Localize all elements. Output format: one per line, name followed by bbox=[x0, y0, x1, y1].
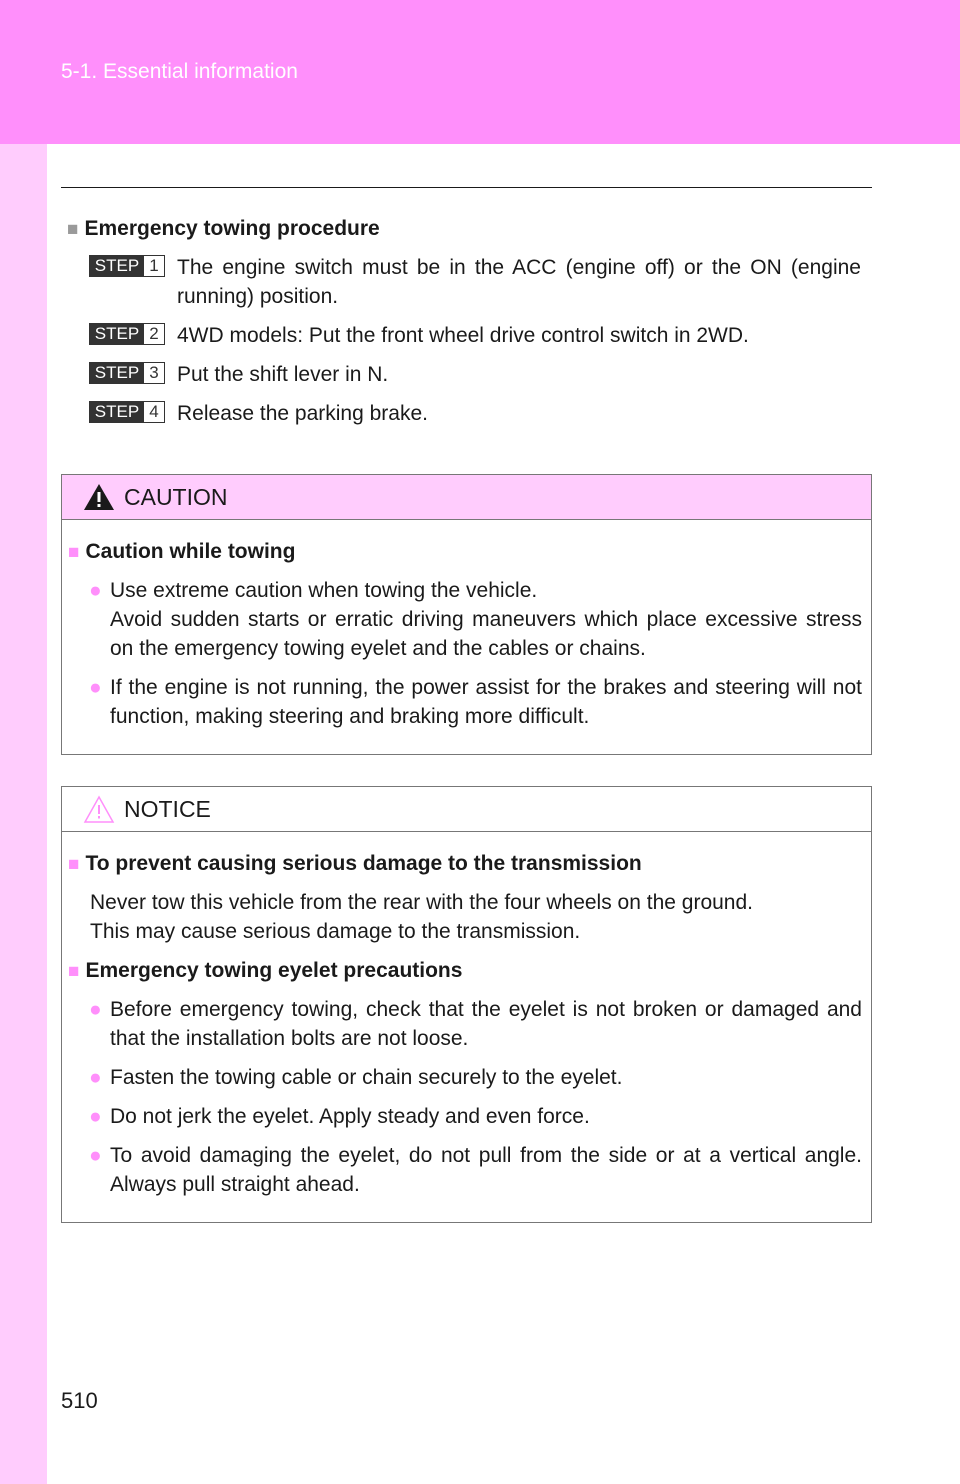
page-header bbox=[0, 0, 960, 144]
step-2 bbox=[89, 321, 861, 350]
step-badge-label: STEP bbox=[90, 402, 144, 422]
warning-triangle-outline-icon bbox=[82, 794, 116, 824]
circle-bullet-icon: ● bbox=[89, 1066, 102, 1089]
square-bullet-icon: ■ bbox=[68, 854, 80, 875]
warning-triangle-filled-icon bbox=[82, 482, 116, 512]
caution-header bbox=[62, 475, 871, 520]
step-text: 4WD models: Put the front wheel drive control switch in 2WD. bbox=[177, 324, 749, 347]
page-number: 510 bbox=[61, 1388, 98, 1413]
step-badge-number: 2 bbox=[144, 324, 164, 344]
caution-heading-text: Caution while towing bbox=[85, 540, 296, 563]
bullet-text: Use extreme caution when towing the vehicle. bbox=[110, 579, 538, 602]
bullet-text: To avoid damaging the eyelet, do not pull from the side or at a vertical angle. Always pull straight ahead. bbox=[110, 1144, 862, 1196]
square-bullet-icon: ■ bbox=[68, 542, 80, 563]
caution-title: CAUTION bbox=[124, 484, 228, 510]
circle-bullet-icon: ● bbox=[89, 1105, 102, 1128]
circle-bullet-icon: ● bbox=[89, 998, 102, 1021]
notice-box bbox=[61, 786, 872, 1223]
caution-box bbox=[61, 474, 872, 755]
notice-heading-text: Emergency towing eyelet precautions bbox=[85, 959, 463, 982]
caution-bullet-2 bbox=[89, 673, 862, 731]
notice-bullet-2 bbox=[89, 1063, 862, 1092]
step-1 bbox=[89, 253, 861, 311]
step-badge-number: 3 bbox=[144, 363, 164, 383]
step-3 bbox=[89, 360, 861, 389]
step-badge bbox=[89, 362, 165, 384]
circle-bullet-icon: ● bbox=[89, 579, 102, 602]
horizontal-rule bbox=[61, 187, 872, 188]
paragraph-line: Never tow this vehicle from the rear with the four wheels on the ground. bbox=[90, 891, 753, 914]
notice-bullet-1 bbox=[89, 995, 862, 1053]
paragraph-line: This may cause serious damage to the transmission. bbox=[90, 920, 581, 943]
step-badge bbox=[89, 323, 165, 345]
procedure-heading bbox=[67, 217, 380, 241]
notice-heading-text: To prevent causing serious damage to the transmission bbox=[85, 852, 642, 875]
step-badge-label: STEP bbox=[90, 363, 144, 383]
step-badge bbox=[89, 401, 165, 423]
square-bullet-icon: ■ bbox=[68, 961, 80, 982]
page-side-strip bbox=[0, 144, 47, 1484]
caution-heading bbox=[68, 540, 295, 564]
caution-bullet-1 bbox=[89, 576, 862, 663]
notice-paragraph bbox=[90, 888, 862, 946]
notice-heading-1 bbox=[68, 852, 642, 876]
step-badge-label: STEP bbox=[90, 324, 144, 344]
bullet-text: Do not jerk the eyelet. Apply steady and even force. bbox=[110, 1105, 590, 1128]
notice-header bbox=[62, 787, 871, 832]
notice-bullet-3 bbox=[89, 1102, 862, 1131]
step-text: Put the shift lever in N. bbox=[177, 363, 389, 386]
circle-bullet-icon: ● bbox=[89, 1144, 102, 1167]
bullet-text: Before emergency towing, check that the eyelet is not broken or damaged and that the installation bolts are not loose. bbox=[110, 998, 862, 1050]
notice-bullet-4 bbox=[89, 1141, 862, 1199]
step-badge-number: 4 bbox=[144, 402, 164, 422]
notice-heading-2 bbox=[68, 959, 462, 983]
step-4 bbox=[89, 399, 861, 428]
step-text: The engine switch must be in the ACC (engine off) or the ON (engine running) position. bbox=[177, 256, 861, 308]
circle-bullet-icon: ● bbox=[89, 676, 102, 699]
square-bullet-icon: ■ bbox=[67, 219, 79, 240]
notice-title: NOTICE bbox=[124, 796, 211, 822]
procedure-heading-text: Emergency towing procedure bbox=[84, 217, 380, 240]
step-badge-number: 1 bbox=[144, 256, 164, 276]
step-badge bbox=[89, 255, 165, 277]
step-text: Release the parking brake. bbox=[177, 402, 428, 425]
step-badge-label: STEP bbox=[90, 256, 144, 276]
bullet-text: If the engine is not running, the power assist for the brakes and steering will not function, making steering and braking more difficult. bbox=[110, 676, 862, 728]
bullet-text: Fasten the towing cable or chain securely to the eyelet. bbox=[110, 1066, 623, 1089]
bullet-text: Avoid sudden starts or erratic driving maneuvers which place excessive stress on the emergency towing eyelet and the cables or chains. bbox=[110, 608, 862, 660]
section-title: 5-1. Essential information bbox=[61, 60, 298, 83]
